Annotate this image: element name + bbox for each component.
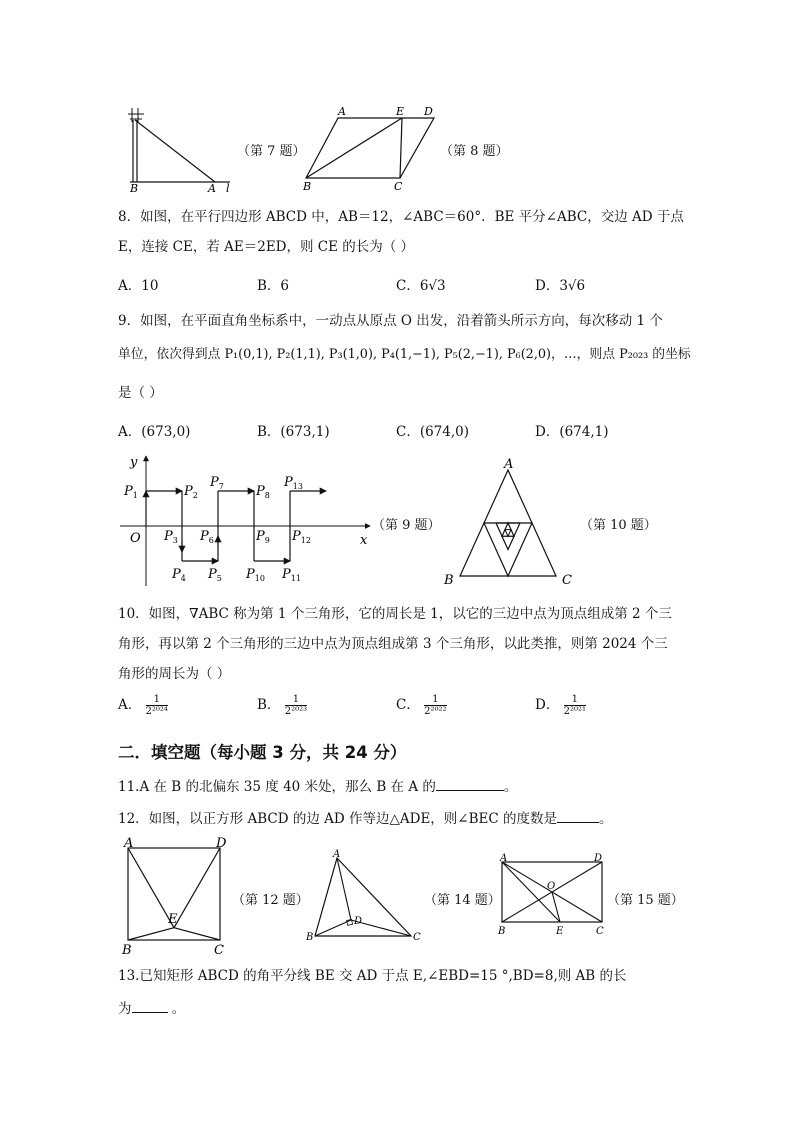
q10-option-b-letter: B． [257,697,281,713]
q10-option-a-letter: A． [118,697,142,713]
q10-option-a-num: 1 [146,694,168,706]
svg-text:P3: $P_3$ [164,529,178,545]
figure-14 [303,848,423,944]
fig14-label-D: D [354,916,363,927]
fig7-caption: （第 7 题） [237,144,306,159]
q10-option-a-den: 2²⁰²⁴ [145,706,168,717]
q9-option-c: C．(674,0) [396,424,470,440]
fig12-label-C: C [214,943,224,958]
q12-answer-blank[interactable] [557,808,599,823]
q13-line2-end: 。 [167,1001,186,1017]
fig7-label-l: l [226,182,230,192]
fig12-label-E: E [168,912,178,927]
q13-answer-blank[interactable] [132,998,168,1013]
q13-line1: 13.已知矩形 ABCD 的角平分线 BE 交 AD 于点 E,∠EBD=15 °,BD=8,则 AB 的长 [118,968,627,984]
section-2-title: 二．填空题（每小题 3 分，共 24 分） [118,743,407,762]
fig10-caption: （第 10 题） [580,518,657,533]
fig10-label-A: A [504,457,514,472]
q9-option-b: B．(673,1) [257,424,330,440]
fig9-label-P12: 12 [300,536,311,545]
fig8-label-D: D [424,105,433,118]
q10-option-c [396,693,447,717]
fig15-caption: （第 15 题） [607,893,684,908]
svg-text:P11: $P_{11}$ [282,567,301,583]
fig9-label-P1: 1 [132,491,138,500]
q10-line1: 10．如图，∇ABC 称为第 1 个三角形，它的周长是 1，以它的三边中点为顶点组成第 2 个三 [118,606,672,622]
fig7-label-A: A [208,182,216,192]
fig9-label-P2: 2 [192,491,198,500]
fig9-label-P13: 13 [292,482,303,491]
fig15-label-B: B [498,926,506,937]
q10-option-c-den: 2²⁰²² [424,706,447,717]
q8-option-d: D．3√6 [535,278,586,294]
q12-text: 12．如图，以正方形 ABCD 的边 AD 作等边△ADE，则∠BEC 的度数是 [118,811,558,827]
q8-line1: 8．如图，在平行四边形 ABCD 中，AB＝12，∠ABC＝60°．BE 平分∠ABC，交边 AD 于点 [118,209,684,225]
q9-option-a: A．(673,0) [118,424,191,440]
q11-text: 11.A 在 B 的北偏东 35 度 40 米处，那么 B 在 A 的 [118,779,436,795]
q10-option-d-den: 2²⁰²¹ [563,706,587,717]
q10-option-d-num: 1 [564,694,586,706]
svg-text:P1: $P_1$ [124,484,138,500]
q10-line2: 角形，再以第 2 个三角形的三边中点为顶点组成第 3 个三角形，以此类推，则第 2024 个三 [118,636,668,652]
q10-option-b [257,693,307,717]
fig15-label-O: O [547,881,556,892]
q11-answer-blank[interactable] [436,776,504,791]
svg-text:P10: $P_{10}$ [246,567,265,583]
q9-line3: 是（ ） [118,385,163,401]
q13-line2 [118,998,185,1019]
fig8-label-A: A [338,105,346,118]
fig10-label-C: C [562,573,572,586]
fig8-label-E: E [396,105,405,118]
svg-text:P4: $P_4$ [172,567,186,583]
q8-option-a: A．10 [118,278,159,294]
fig12-caption: （第 12 题） [232,893,309,908]
fig9-label-P3: 3 [172,536,178,545]
q10-option-d-letter: D． [535,697,560,713]
q10-option-c-letter: C． [396,697,420,713]
fig9-label-P6: 6 [208,536,214,545]
fig9-label-P10: 10 [254,574,265,583]
q10-option-b-den: 2²⁰²³ [284,706,308,717]
fig15-label-A: A [500,853,508,864]
fig12-label-B: B [122,943,132,958]
q9-line1: 9．如图，在平面直角坐标系中，一动点从原点 O 出发，沿着箭头所示方向，每次移动 1 个 [118,313,663,329]
fig8-caption: （第 8 题） [440,144,509,159]
svg-text:P6: $P_6$ [200,529,214,545]
fig9-caption: （第 9 题） [372,518,441,533]
figure-12 [118,836,238,958]
fig15-label-D: D [594,853,603,864]
q11 [118,776,517,797]
fig9-label-P11: 11 [290,574,301,583]
fig9-label-P9: 9 [264,536,270,545]
fig9-label-y: y [130,455,138,470]
q10-option-c-num: 1 [424,694,446,706]
figure-9 [118,450,378,590]
q12 [118,808,613,829]
fig9-label-O: O [130,531,141,546]
q10-option-a [118,693,168,717]
fig8-label-C: C [394,180,403,192]
q10-option-d [535,693,586,717]
fig15-label-C: C [596,926,604,937]
q9-line2: 单位，依次得到点 P₁(0,1), P₂(1,1), P₃(1,0), P₄(1,−1), P₅(2,−1), P₆(2,0)，…，则点 P₂₀₂₃ 的坐标 [118,347,691,362]
fig9-label-P8: 8 [264,491,270,500]
fig7-label-B: B [130,182,139,192]
svg-text:P5: $P_5$ [208,567,222,583]
fig9-label-x: x [360,533,368,548]
figure-8 [298,102,448,192]
fig14-caption: （第 14 题） [424,893,501,908]
q8-option-c: C．6√3 [396,278,446,294]
q12-end: 。 [599,811,613,827]
svg-text:P7: $P_7$ [210,475,224,491]
q10-line3: 角形的周长为（ ） [118,666,231,682]
fig9-label-P4: 4 [180,574,186,583]
fig9-label-P7: 7 [218,482,224,491]
fig12-label-A: A [124,836,134,851]
svg-text:P9: $P_9$ [256,529,270,545]
fig10-label-B: B [444,573,454,586]
fig14-label-B: B [306,932,314,943]
figure-7 [120,100,240,192]
figure-15 [494,852,612,940]
q13-line2-pre: 为 [118,1001,132,1017]
fig12-label-D: D [216,836,227,851]
q10-option-b-num: 1 [285,694,307,706]
svg-text:P12: $P_{12}$ [292,529,311,545]
svg-text:P2: $P_2$ [184,484,198,500]
q9-option-d: D．(674,1) [535,424,609,440]
fig8-label-B: B [303,180,312,192]
fig15-label-E: E [556,926,564,937]
q8-option-b: B．6 [257,278,290,294]
q11-end: 。 [503,779,518,795]
svg-text:P8: $P_8$ [256,484,270,500]
q8-line2: E，连接 CE，若 AE＝2ED，则 CE 的长为（ ） [118,239,415,255]
figure-10 [440,456,580,586]
fig14-label-C: C [413,932,421,943]
fig9-label-P5: 5 [216,574,222,583]
svg-text:P13: $P_{13}$ [284,475,303,491]
fig14-label-A: A [333,849,341,860]
